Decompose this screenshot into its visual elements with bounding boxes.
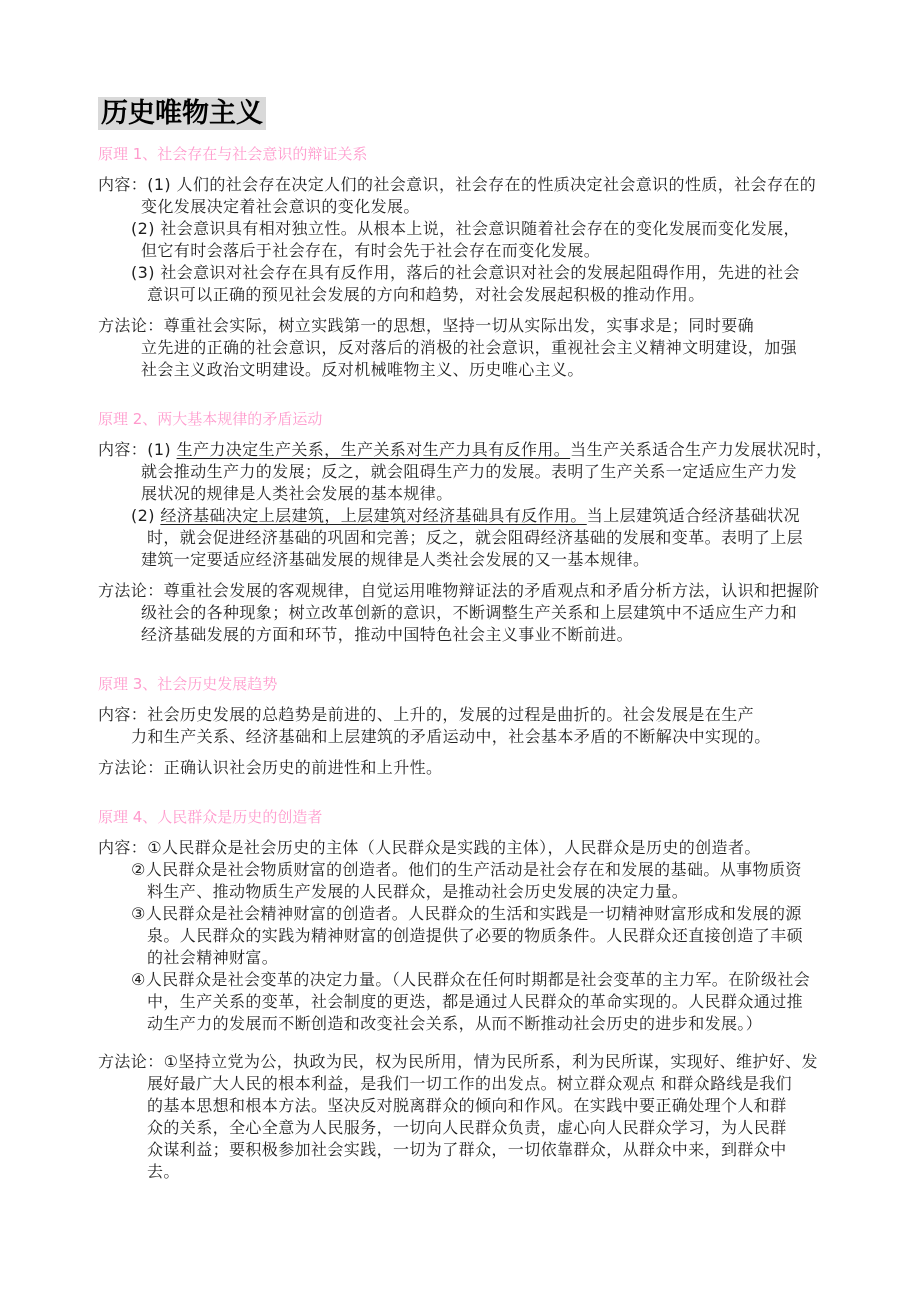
page-title-text: 历史唯物主义: [98, 97, 266, 130]
text-line: 去。: [147, 1162, 180, 1181]
text-line: 方法论：尊重社会实际，树立实践第一的思想，坚持一切从实际出发，实事求是；同时要确: [98, 316, 755, 335]
text-line: (2) 社会意识具有相对独立性。从根本上说，社会意识随着社会存在的变化发展而变化发展，: [131, 219, 800, 238]
section-heading: 原理 3、社会历史发展趋势: [98, 675, 278, 693]
section-principle-4: [98, 807, 834, 1183]
line-text: 当生产关系适合生产力发展状况时，: [570, 440, 833, 459]
text-line: 就会推动生产力的发展；反之，就会阻碍生产力的发展。表明了生产关系一定适应生产力发: [141, 462, 798, 481]
section-principle-3: [98, 674, 834, 779]
text-line: 中，生产关系的变革，社会制度的更迭，都是通过人民群众的革命实现的。人民群众通过推: [147, 992, 804, 1011]
text-line: ②人民群众是社会物质财富的创造者。他们的生产活动是社会存在和发展的基础。从事物质资: [131, 860, 802, 879]
line-prefix: (2): [131, 506, 161, 525]
text-line: 力和生产关系、经济基础和上层建筑的矛盾运动中，社会基本矛盾的不断解决中实现的。: [131, 727, 771, 746]
underlined-text: 经济基础决定上层建筑，上层建筑对经济基础具有反作用。: [160, 506, 587, 525]
text-line: 内容：(1) 人们的社会存在决定人们的社会意识，社会存在的性质决定社会意识的性质，社会存在的: [98, 175, 817, 194]
text-line: 的基本思想和根本方法。坚决反对脱离群众的倾向和作风。在实践中要正确处理个人和群: [147, 1096, 787, 1115]
text-line: 展好最广大人民的根本利益，是我们一切工作的出发点。树立群众观点 和群众路线是我们: [147, 1074, 793, 1093]
section-heading: 原理 4、人民群众是历史的创造者: [98, 808, 323, 826]
page-title: [98, 96, 834, 132]
text-line: 众谋利益；要积极参加社会实践，一切为了群众，一切依靠群众，从群众中来，到群众中: [147, 1140, 787, 1159]
text-line: 方法论：①坚持立党为公，执政为民，权为民所用，情为民所系，利为民所谋，实现好、维护好、发: [98, 1052, 818, 1071]
section-principle-1: [98, 144, 834, 381]
text-line: 方法论：正确认识社会历史的前进性和上升性。: [98, 758, 443, 777]
text-line: [98, 439, 834, 461]
underlined-text: 生产力决定生产关系，生产关系对生产力具有反作用。: [176, 440, 571, 459]
section-heading: 原理 2、两大基本规律的矛盾运动: [98, 410, 323, 428]
text-line: 建筑一定要适应经济基础发展的规律是人类社会发展的又一基本规律。: [141, 550, 650, 569]
text-line: 社会主义政治文明建设。反对机械唯物主义、历史唯心主义。: [141, 360, 584, 379]
text-line: 时，就会促进经济基础的巩固和完善；反之，就会阻碍经济基础的发展和变革。表明了上层: [147, 528, 804, 547]
text-line: 众的关系，全心全意为人民服务，一切向人民群众负责，虚心向人民群众学习，为人民群: [147, 1118, 787, 1137]
text-line: [98, 505, 834, 527]
section-principle-2: [98, 409, 834, 646]
text-line: 展状况的规律是人类社会发展的基本规律。: [141, 484, 453, 503]
text-line: (3) 社会意识对社会存在具有反作用，落后的社会意识对社会的发展起阻碍作用，先进的社会: [131, 263, 800, 282]
text-line: 的社会精神财富。: [147, 948, 279, 967]
text-line: 变化发展决定着社会意识的变化发展。: [141, 197, 420, 216]
text-line: 意识可以正确的预见社会发展的方向和趋势，对社会发展起积极的推动作用。: [147, 285, 705, 304]
text-line: ③人民群众是社会精神财富的创造者。人民群众的生活和实践是一切精神财富形成和发展的源: [131, 904, 802, 923]
text-line: 料生产、推动物质生产发展的人民群众，是推动社会历史发展的决定力量。: [147, 882, 689, 901]
text-line: 动生产力的发展而不断创造和改变社会关系，从而不断推动社会历史的进步和发展。）: [147, 1014, 763, 1033]
text-line: ④人民群众是社会变革的决定力量。（人民群众在任何时期都是社会变革的主力军。在阶级社会: [131, 970, 811, 989]
text-line: 内容：①人民群众是社会历史的主体（人民群众是实践的主体），人民群众是历史的创造者。: [98, 838, 761, 857]
line-prefix: 内容：(1): [98, 440, 177, 459]
text-line: 级社会的各种现象；树立改革创新的意识，不断调整生产关系和上层建筑中不适应生产力和: [141, 603, 798, 622]
section-heading: 原理 1、社会存在与社会意识的辩证关系: [98, 145, 368, 163]
text-line: 方法论：尊重社会发展的客观规律，自觉运用唯物辩证法的矛盾观点和矛盾分析方法，认识和把握阶: [98, 581, 820, 600]
text-line: 内容：社会历史发展的总趋势是前进的、上升的，发展的过程是曲折的。社会发展是在生产: [98, 705, 755, 724]
line-text: 当上层建筑适合经济基础状况: [586, 506, 800, 525]
text-line: 立先进的正确的社会意识，反对落后的消极的社会意识，重视社会主义精神文明建设，加强: [141, 338, 798, 357]
text-line: 但它有时会落后于社会存在，有时会先于社会存在而变化发展。: [141, 241, 601, 260]
text-line: 经济基础发展的方面和环节，推动中国特色社会主义事业不断前进。: [141, 625, 634, 644]
text-line: 泉。人民群众的实践为精神财富的创造提供了必要的物质条件。人民群众还直接创造了丰硕: [147, 926, 804, 945]
